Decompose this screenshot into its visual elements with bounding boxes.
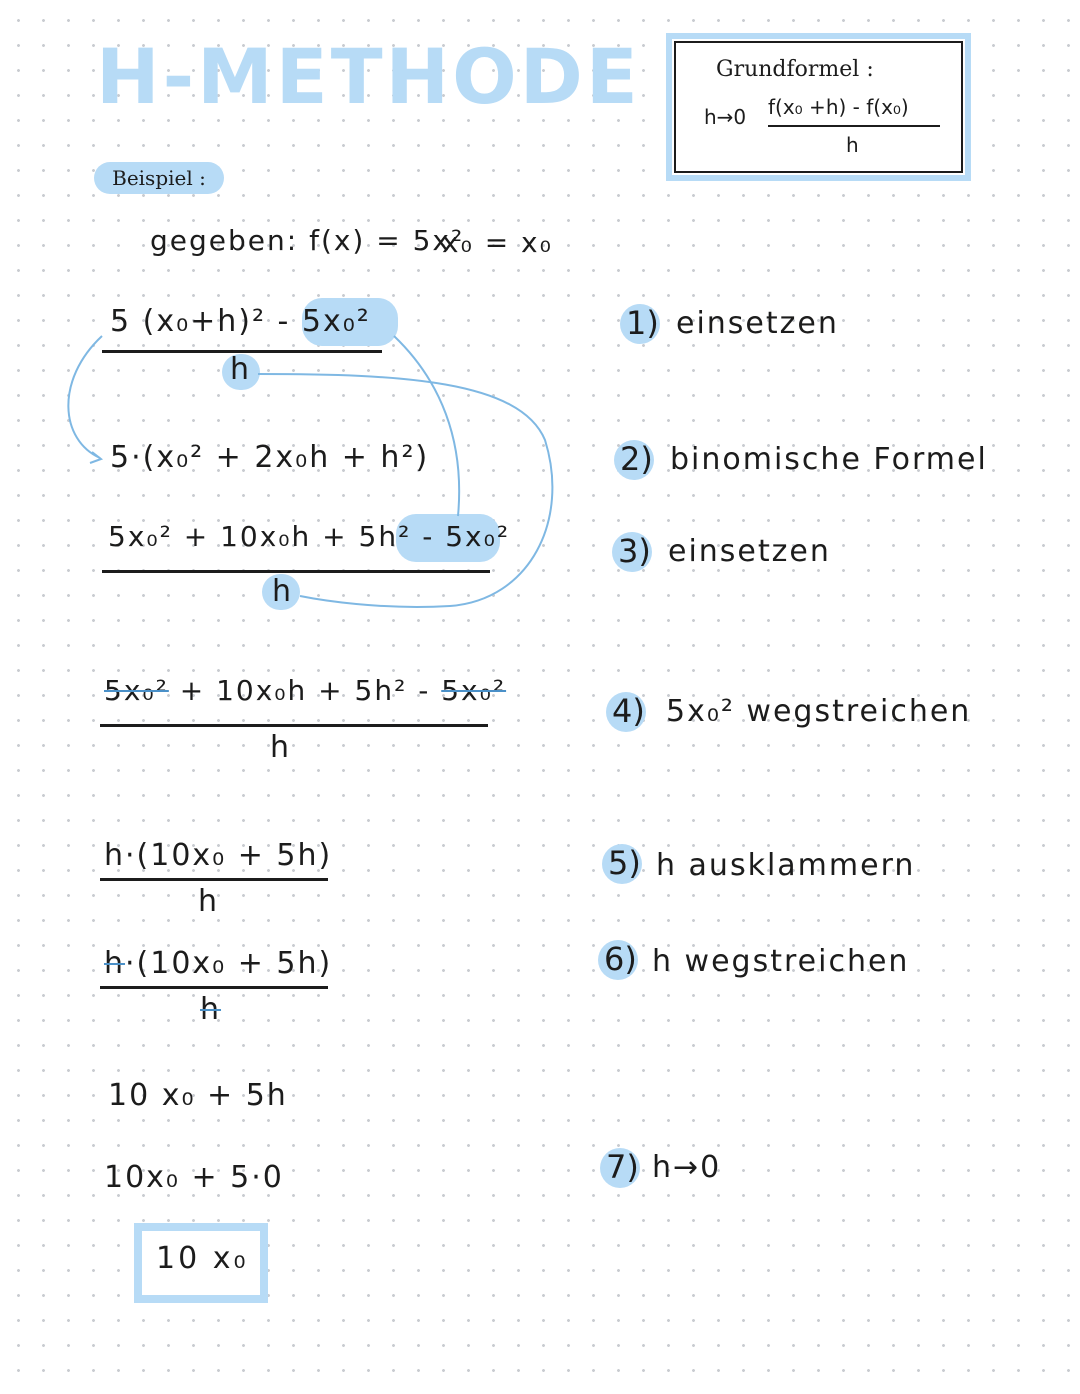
work-line6-struck-h: h — [104, 946, 126, 981]
step6-number: 6) — [604, 940, 637, 978]
work-line6-denominator: h — [200, 992, 222, 1027]
step5-number: 5) — [608, 844, 641, 882]
work-line4-numerator — [104, 674, 506, 707]
work-line5-numerator: h·(10x₀ + 5h) — [104, 838, 333, 873]
step5-text: h ausklammern — [656, 848, 916, 883]
step7-number: 7) — [606, 1148, 639, 1186]
step2-text: binomische Formel — [670, 442, 988, 477]
base-formula-numerator: f(x₀ +h) - f(x₀) — [768, 95, 909, 119]
page-title: H-METHODE — [96, 32, 641, 121]
work-line4-struck-c: 5x₀² — [441, 674, 507, 707]
work-line3-fraction-bar — [102, 570, 490, 573]
step6-text: h wegstreichen — [652, 944, 910, 979]
step1-text: einsetzen — [676, 306, 839, 341]
work-line5-fraction-bar — [100, 878, 328, 881]
work-line3-numerator — [108, 520, 510, 553]
work-line4-fraction-bar — [100, 724, 488, 727]
work-line3-part-b: 5x₀² — [445, 520, 511, 553]
work-line3-part-a: 5x₀² + 10x₀h + 5h² - — [108, 520, 446, 553]
step3-number: 3) — [618, 532, 651, 570]
work-line4-denominator: h — [270, 730, 292, 765]
step3-text: einsetzen — [668, 534, 831, 569]
base-formula-denominator: h — [846, 133, 859, 157]
step4-text: 5x₀² wegstreichen — [666, 694, 972, 729]
example-label: Beispiel : — [94, 162, 224, 194]
work-line4-struck-a: 5x₀² — [104, 674, 169, 707]
work-line1-part-b: 5x₀² — [301, 304, 371, 339]
work-line6-fraction-bar — [100, 986, 328, 989]
result-box — [134, 1223, 268, 1303]
work-line1-numerator — [110, 304, 371, 339]
work-line1-denominator: h — [230, 352, 252, 387]
base-formula-label: Grundformel : — [716, 57, 874, 82]
work-line5-denominator: h — [198, 884, 220, 919]
work-line7: 10 x₀ + 5h — [108, 1078, 288, 1113]
step2-number: 2) — [620, 440, 653, 478]
given-point: x₀ = x₀ — [442, 226, 553, 259]
work-line1-part-a: 5 (x₀+h)² - — [110, 304, 302, 339]
given-function: gegeben: f(x) = 5x² — [150, 224, 465, 257]
result-value: 10 x₀ — [156, 1241, 249, 1276]
work-line8: 10x₀ + 5·0 — [104, 1160, 284, 1195]
step4-number: 4) — [612, 692, 645, 730]
work-line4-part-b: + 10x₀h + 5h² - — [168, 674, 442, 707]
work-line6-part-b: ·(10x₀ + 5h) — [125, 946, 333, 981]
work-line2: 5·(x₀² + 2x₀h + h²) — [110, 440, 430, 475]
step7-text: h→0 — [652, 1150, 722, 1185]
base-formula-limit: h→0 — [704, 105, 747, 129]
work-line6-numerator — [104, 946, 332, 981]
work-line3-denominator: h — [272, 574, 294, 609]
step1-number: 1) — [626, 304, 659, 342]
